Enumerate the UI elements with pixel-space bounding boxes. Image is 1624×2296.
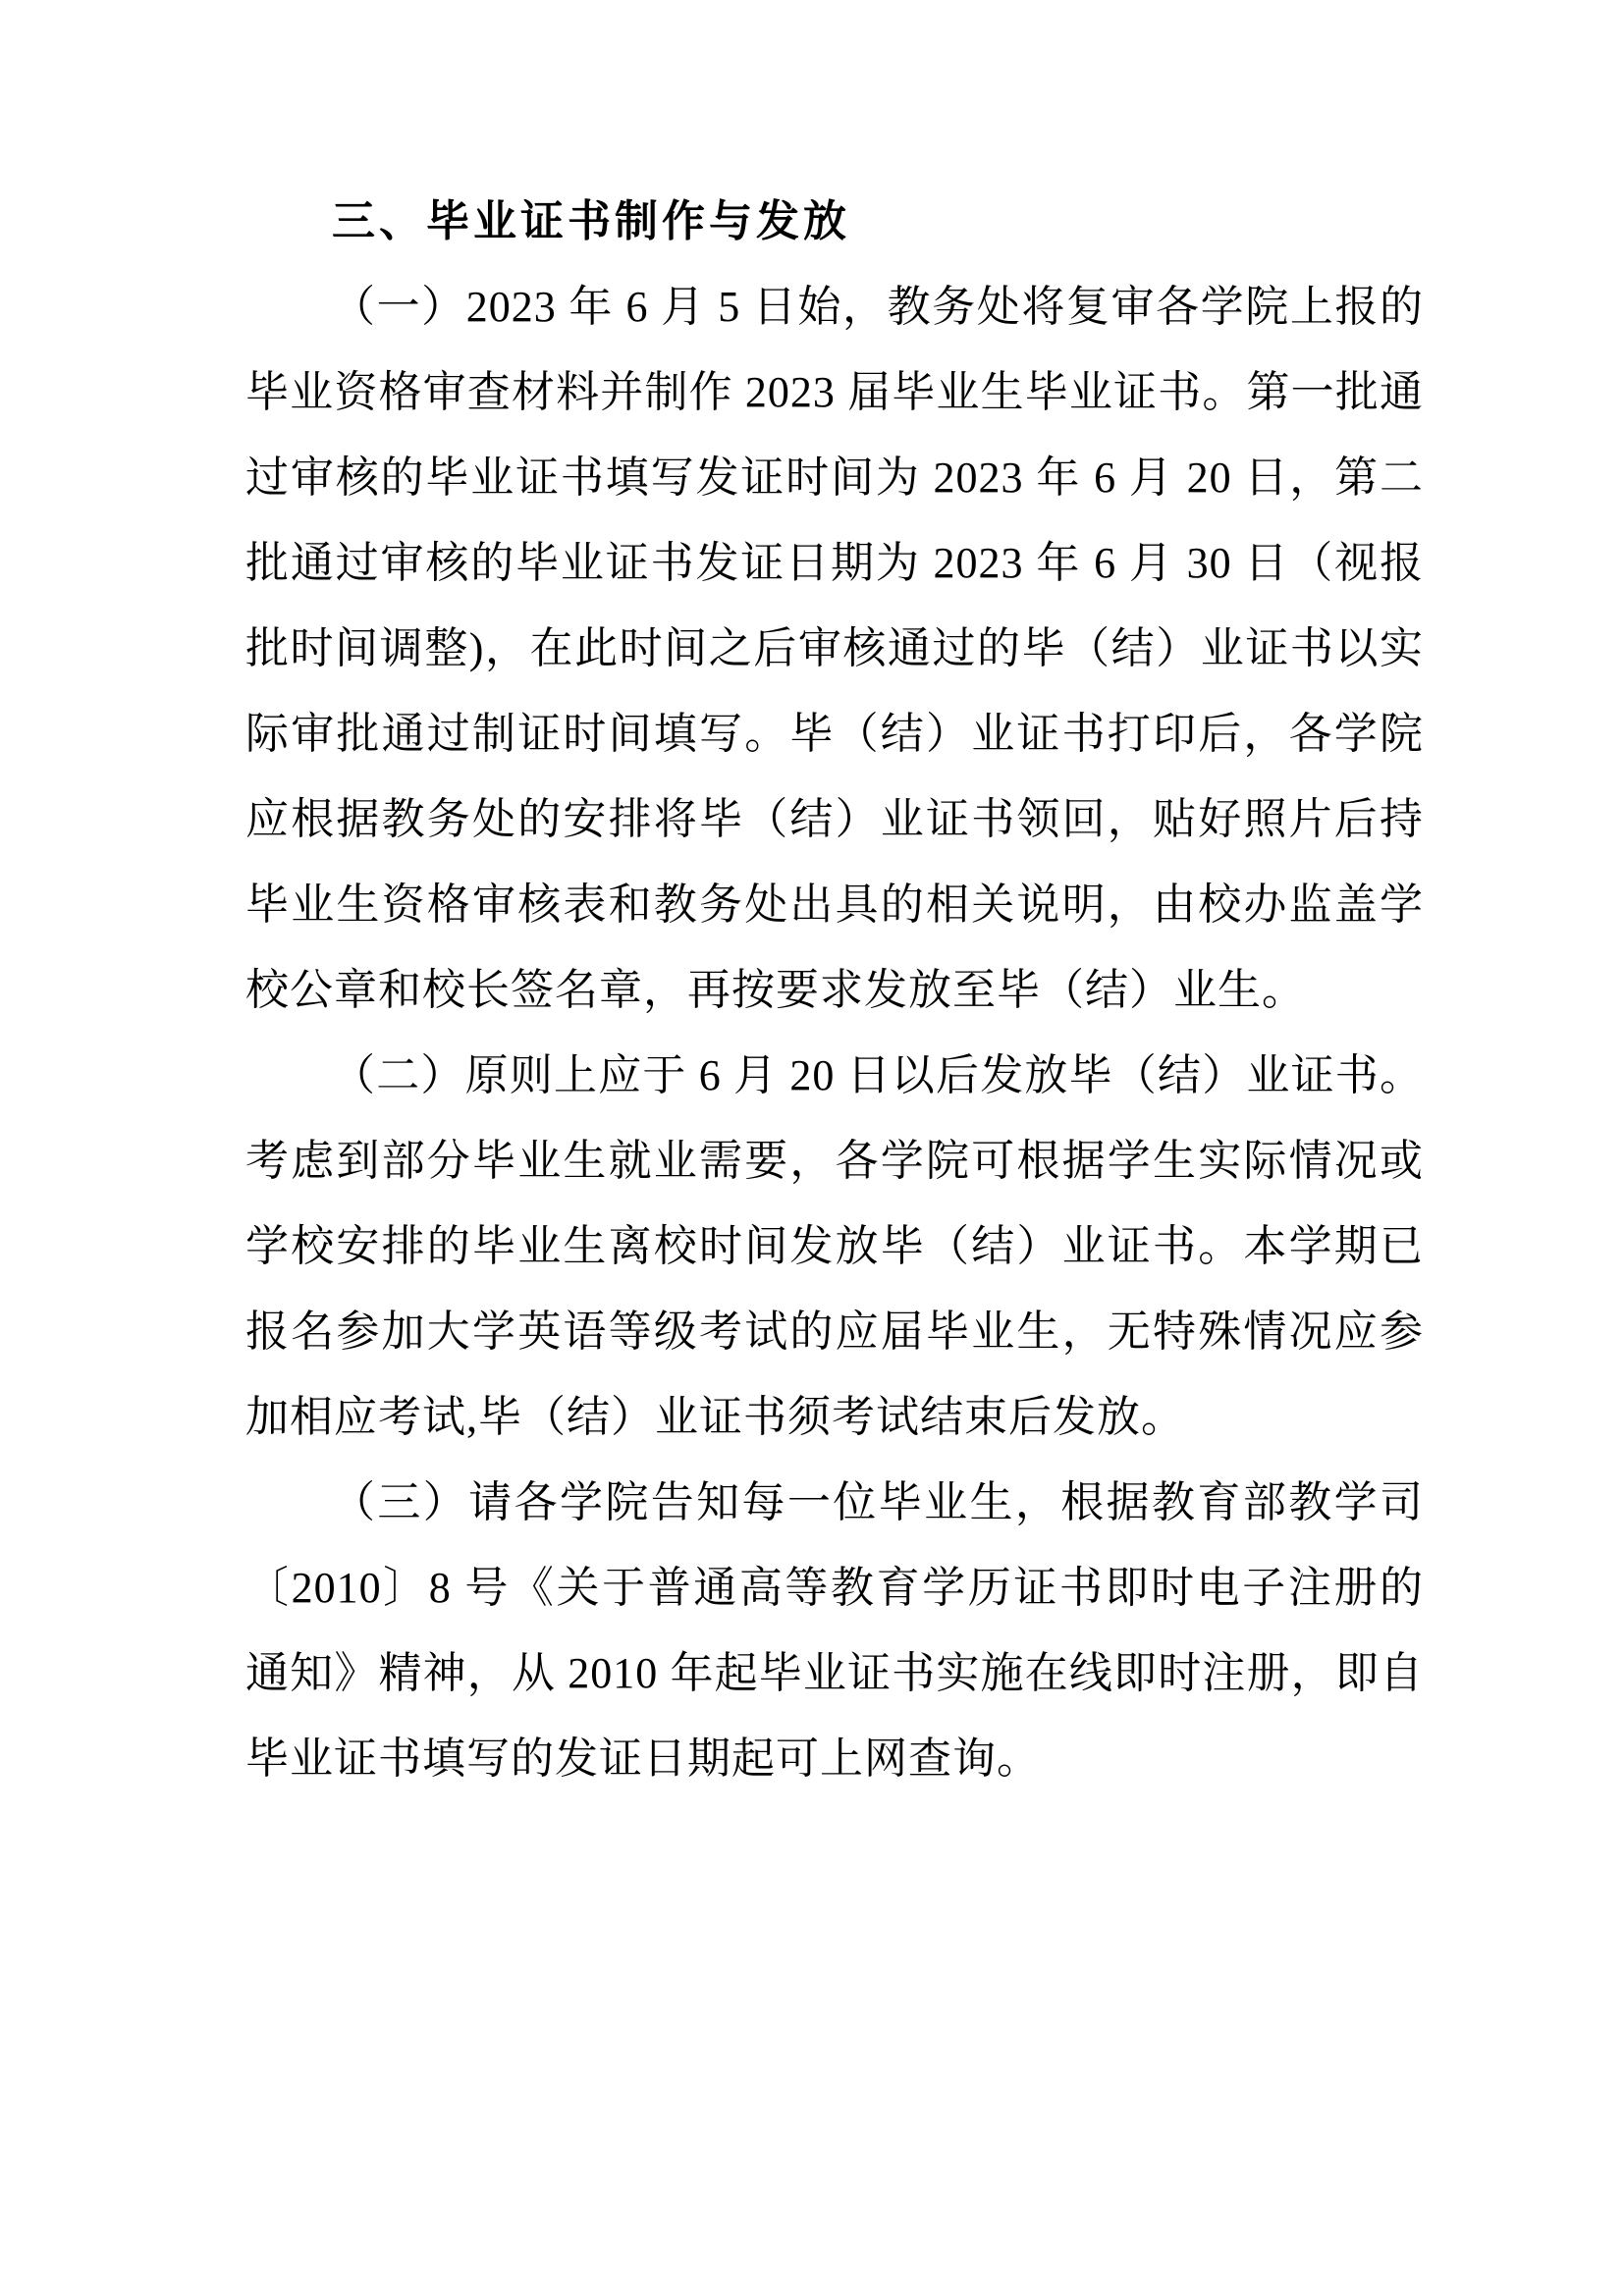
section-heading: 三、毕业证书制作与发放 bbox=[332, 197, 850, 245]
document-content bbox=[245, 179, 1424, 1801]
paragraph-certificate-production: （一）2023 年 6 月 5 日始，教务处将复审各学院上报的毕业资格审查材料并制作 2023 届毕业生毕业证书。第一批通过审核的毕业证书填写发证时间为 2023 年 6 月 20 日，第二批通过审核的毕业证书发证日期为 2023 年 6 月 30 日（视报批时间调整)，在此时间之后审核通过的毕（结）业证书以实际审批通过制证时间填写。毕（结）业证书打印后，各学院应根据教务处的安排将毕（结）业证书领回，贴好照片后持毕业生资格审核表和教务处出具的相关说明，由校办监盖学校公章和校长签名章，再按要求发放至毕（结）业生。 bbox=[245, 283, 1424, 1014]
paragraph-online-registration: （三）请各学院告知每一位毕业生，根据教育部教学司〔2010〕8 号《关于普通高等教育学历证书即时电子注册的通知》精神，从 2010 年起毕业证书实施在线即时注册，即自毕业证书填写的发证日期起可上网查询。 bbox=[245, 1478, 1424, 1783]
paragraph-certificate-distribution: （二）原则上应于 6 月 20 日以后发放毕（结）业证书。考虑到部分毕业生就业需要，各学院可根据学生实际情况或学校安排的毕业生离校时间发放毕（结）业证书。本学期已报名参加大学英语等级考试的应届毕业生，无特殊情况应参加相应考试,毕（结）业证书须考试结束后发放。 bbox=[245, 1051, 1424, 1441]
